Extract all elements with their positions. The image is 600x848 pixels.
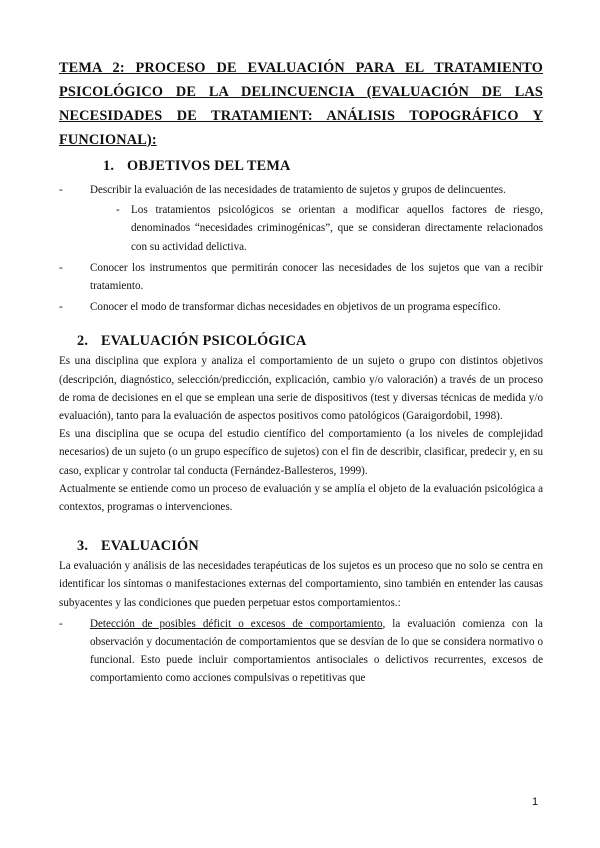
paragraph: Actualmente se entiende como un proceso de evaluación y se amplía el objeto de la evaluación psicológica a contextos, programas o intervenciones. bbox=[59, 482, 543, 514]
page-number: 1 bbox=[532, 796, 539, 808]
underlined-term: Detección de posibles déficit o excesos de comportamiento bbox=[90, 617, 383, 630]
section-1-number: 1. bbox=[103, 158, 115, 174]
list-item: - Conocer los instrumentos que permitirán conocer las necesidades de los sujetos que van a recibir tratamiento. bbox=[59, 261, 543, 293]
list-item: - Detección de posibles déficit o excesos de comportamiento, la evaluación comienza con la observación y documentación de comportamientos que se desvían de lo que se considera normativo o funcional. Esto puede incluir comportamientos antisociales o delictivos recurrentes, excesos de comportamiento como acciones compulsivas o repetitivas que bbox=[59, 617, 543, 685]
section-3-heading bbox=[77, 538, 543, 555]
list-item: - Los tratamientos psicológicos se orientan a modificar aquellos factores de riesgo, denominados “necesidades criminogénicas”, que se consideran directamente relacionados con su actividad delictiva. bbox=[116, 204, 543, 253]
section-2-number: 2. bbox=[77, 333, 89, 350]
document-title: TEMA 2: PROCESO DE EVALUACIÓN PARA EL TRATAMIENTO PSICOLÓGICO DE LA DELINCUENCIA (EVALUACIÓN DE LAS NECESIDADES DE TRATAMIENT: ANÁLISIS TOPOGRÁFICO Y FUNCIONAL): bbox=[59, 60, 543, 148]
section-1-heading bbox=[103, 158, 543, 175]
list-item: - Describir la evaluación de las necesidades de tratamiento de sujetos y grupos de delincuentes. bbox=[59, 184, 506, 196]
section-2-heading bbox=[77, 333, 543, 350]
section-3-intro: La evaluación y análisis de las necesidades terapéuticas de los sujetos es un proceso que no solo se centra en identificar los síntomas o manifestaciones externas del comportamiento, sino también en entender las causas subyacentes y las condiciones que pueden perpetuar estos comportamientos.: bbox=[59, 560, 543, 609]
section-2-body bbox=[59, 352, 543, 516]
evaluation-list bbox=[59, 615, 543, 688]
paragraph: Es una disciplina que explora y analiza el comportamiento de un sujeto o grupo con distintos objetivos (descripción, diagnóstico, selección/predicción, explicación, cambio y/o valoración) a través de un proceso de roma de decisiones en el que se emplean una serie de dispositivos (test y diversas técnicas de medida y/o evaluación), tanto para la evaluación de aspectos positivos como patológicos (Garaigordobil, 1998). bbox=[59, 355, 543, 423]
objectives-list bbox=[59, 181, 543, 316]
section-2-title: EVALUACIÓN PSICOLÓGICA bbox=[101, 333, 307, 350]
section-3-number: 3. bbox=[77, 538, 89, 555]
section-1-title: OBJETIVOS DEL TEMA bbox=[127, 158, 291, 174]
section-3-title: EVALUACIÓN bbox=[101, 538, 199, 555]
document-page bbox=[59, 56, 543, 688]
list-item: - Conocer el modo de transformar dichas necesidades en objetivos de un programa específico. bbox=[59, 301, 501, 314]
paragraph: Es una disciplina que se ocupa del estudio científico del comportamiento (a los niveles de complejidad necesarios) de un sujeto (o un grupo específico de sujetos) con el fin de describir, clasificar, predecir y, en su caso, explicar y controlar tal conducta (Fernández-Ballesteros, 1999). bbox=[59, 428, 543, 477]
